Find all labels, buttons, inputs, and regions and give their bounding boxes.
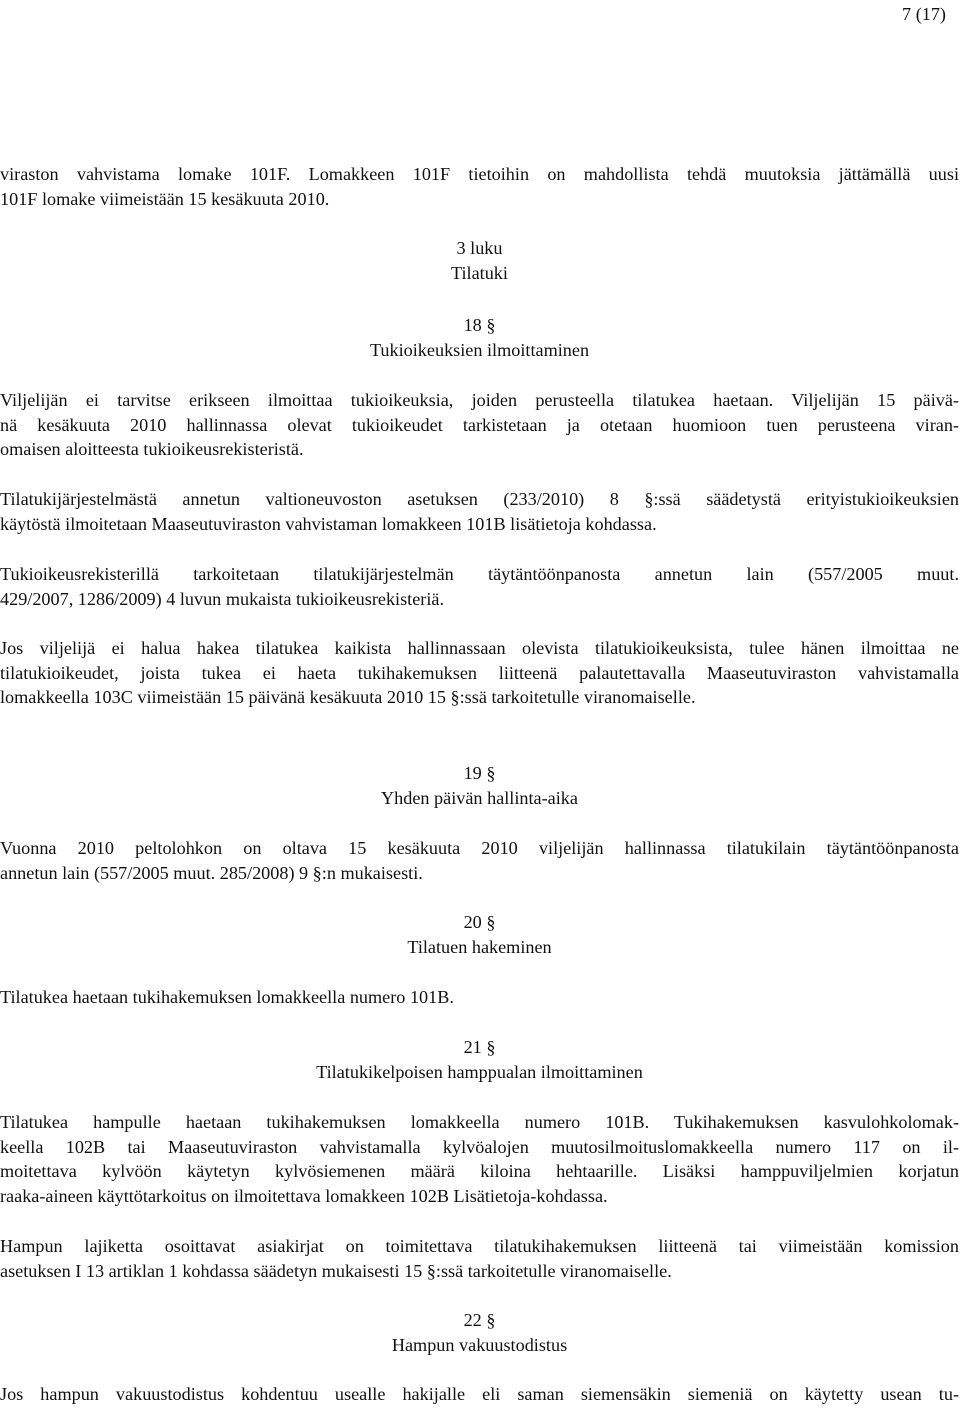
section-19-paragraph-1 [0, 836, 959, 885]
section-number: 18 § [463, 315, 496, 335]
text-line: viraston vahvistama lomake 101F. Lomakkeen 101F tietoihin on mahdollista tehdä muutoksia jättämällä uusi [0, 164, 959, 184]
section-title: Tilatuen hakeminen [407, 936, 552, 957]
text-line: nä kesäkuuta 2010 hallinnassa olevat tukioikeudet tarkistetaan ja otetaan huomioon tuen perusteena viran- [0, 414, 959, 435]
section-18-paragraph-2 [0, 487, 959, 536]
text-line: lomakkeella 103C viimeistään 15 päivänä kesäkuuta 2010 15 §:ssä tarkoitetulle viranomaiselle. [0, 687, 696, 708]
text-line: 429/2007, 1286/2009) 4 luvun mukaista tukioikeusrekisteriä. [0, 588, 445, 609]
section-18-paragraph-1 [0, 388, 959, 462]
intro-paragraph [0, 162, 959, 211]
section-20-paragraph-1 [0, 985, 959, 1010]
text-line: Tilatukea haetaan tukihakemuksen lomakkeella numero 101B. [0, 987, 454, 1007]
text-line: 101F lomake viimeistään 15 kesäkuuta 2010. [0, 188, 330, 209]
section-19-heading [0, 761, 959, 810]
section-18-heading [0, 313, 959, 362]
section-title: Tukioikeuksien ilmoittaminen [369, 339, 590, 360]
text-line: raaka-aineen käyttötarkoitus on ilmoitettava lomakkeen 102B Lisätietoja-kohdassa. [0, 1185, 608, 1206]
section-20-heading [0, 910, 959, 959]
section-21-paragraph-2 [0, 1234, 959, 1283]
section-18-paragraph-4 [0, 636, 959, 710]
section-title: Tilatukikelpoisen hamppualan ilmoittaminen [316, 1061, 643, 1082]
text-line: Tukioikeusrekisterillä tarkoitetaan tilatukijärjestelmän täytäntöönpanosta annetun lain (557/2005 muut. [0, 564, 959, 584]
section-number: 19 § [463, 763, 496, 783]
text-line: Tilatukea hampulle haetaan tukihakemuksen lomakkeella numero 101B. Tukihakemuksen kasvulohkolomak- [0, 1112, 959, 1132]
text-line: moitettava kylvöön käytetyn kylvösiemenen määrä kiloina hehtaarille. Lisäksi hamppuviljelmien korjatun [0, 1161, 959, 1182]
section-22-heading [0, 1308, 959, 1357]
chapter-heading [0, 236, 959, 285]
chapter-number: 3 luku [456, 238, 503, 258]
section-title: Yhden päivän hallinta-aika [381, 787, 578, 808]
section-22-paragraph-1 [0, 1382, 959, 1407]
text-line: Tilatukijärjestelmästä annetun valtioneuvoston asetuksen (233/2010) 8 §:ssä säädetystä erityistukioikeuksien [0, 489, 959, 509]
section-number: 21 § [463, 1037, 496, 1057]
text-line: asetuksen I 13 artiklan 1 kohdassa säädetyn mukaisesti 15 §:ssä tarkoitetulle viranomaiselle. [0, 1260, 672, 1281]
text-line: Vuonna 2010 peltolohkon on oltava 15 kesäkuuta 2010 viljelijän hallinnassa tilatukilain täytäntöönpanosta [0, 838, 959, 858]
text-line: Hampun lajiketta osoittavat asiakirjat on toimitettava tilatukihakemuksen liitteenä tai viimeistään komission [0, 1236, 959, 1256]
text-line: tilatukioikeudet, joista tukea ei haeta tukihakemuksen liitteenä palautettavalla Maaseutuviraston vahvistamalla [0, 662, 959, 683]
section-18-paragraph-3 [0, 562, 959, 611]
text-line: keella 102B tai Maaseutuviraston vahvistamalla kylvöalojen muutosilmoituslomakkeella numero 117 on il- [0, 1136, 959, 1157]
text-line: Viljelijän ei tarvitse erikseen ilmoittaa tukioikeuksia, joiden perusteella tilatukea haetaan. Viljelijän 15 päivä- [0, 390, 959, 410]
section-title: Hampun vakuustodistus [391, 1334, 568, 1355]
section-number: 22 § [463, 1310, 496, 1330]
text-line: annetun lain (557/2005 muut. 285/2008) 9 §:n mukaisesti. [0, 862, 423, 883]
section-number: 20 § [463, 912, 496, 932]
chapter-title: Tilatuki [451, 262, 508, 283]
text-line: käytöstä ilmoitetaan Maaseutuviraston vahvistaman lomakkeen 101B lisätietoja kohdassa. [0, 513, 657, 534]
text-line: omaisen aloitteesta tukioikeusrekisteristä. [0, 439, 304, 460]
section-21-paragraph-1 [0, 1110, 959, 1208]
section-21-heading [0, 1035, 959, 1084]
text-line: Jos viljelijä ei halua hakea tilatukea kaikista hallinnassaan olevista tilatukioikeuksista, tulee hänen ilmoittaa ne [0, 638, 959, 658]
page-number: 7 (17) [902, 4, 946, 24]
text-line: Jos hampun vakuustodistus kohdentuu usealle hakijalle eli saman siemensäkin siemeniä on käytetty usean tu- [0, 1384, 959, 1404]
